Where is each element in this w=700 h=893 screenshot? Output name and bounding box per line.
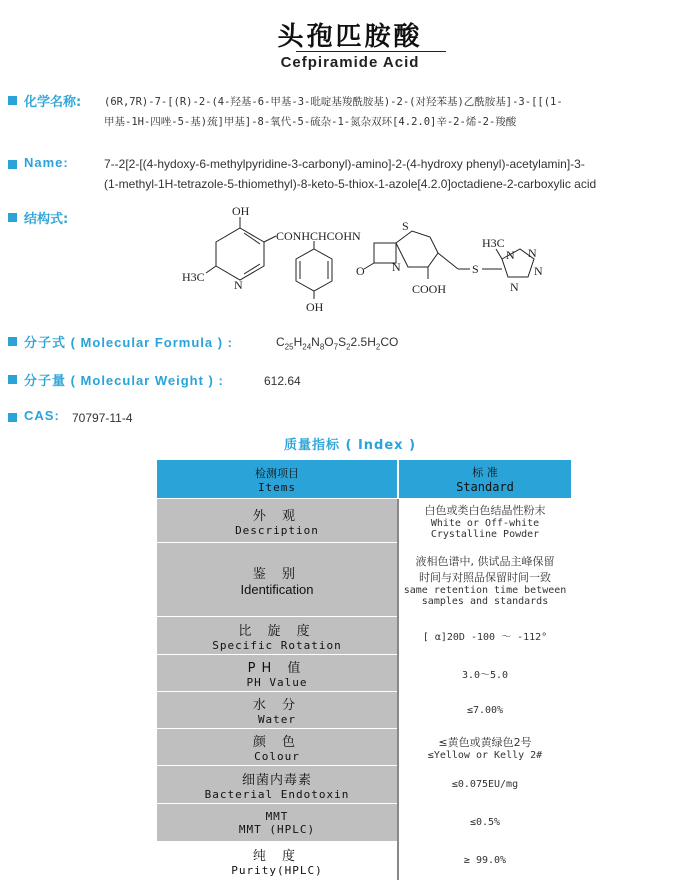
structure-text: CONHCHCOHN [276, 229, 361, 243]
name-label: Name: [24, 155, 69, 170]
chemical-name-line2: 甲基-1H-四唑-5-基)巯]甲基]-8-氧代-5-硫杂-1-氮杂双环[4.2.0]辛-2-烯-2-羧酸 [104, 116, 517, 128]
name-line1: 7--2[2-[(4-hydoxy-6-methylpyridine-3-carbonyl)-amino]-2-(4-hydroxy phenyl)-acetylamin]-3- [104, 157, 585, 171]
chemical-name-label: 化学名称: [24, 95, 82, 110]
structure-text: H3C [182, 270, 205, 284]
structure-text: COOH [412, 282, 447, 296]
structure-text: N [510, 280, 519, 294]
table-row: 纯 度 Purity(HPLC) ≥ 99.0% [157, 842, 571, 880]
header-standard: 标 准 Standard [398, 460, 571, 499]
header-items: 检测项目 Items [157, 460, 398, 499]
formula-value: $C_{25}H_{24}N_8O_7S_22.5H_2CO$ [276, 335, 399, 352]
formula-label: 分子式 ( Molecular Formula ) : [24, 335, 234, 350]
structure-text: OH [232, 204, 250, 218]
structure-text: S [472, 262, 479, 276]
structure-text: N [392, 260, 401, 274]
structural-formula [176, 203, 556, 323]
bullet-icon [8, 413, 17, 422]
table-row: 水 分 Water ≤7.00% [157, 692, 571, 729]
table-row: 比 旋 度 Specific Rotation [ α]20D -100 ～ -112° [157, 617, 571, 655]
weight-value: 612.64 [264, 374, 301, 388]
structure-text: N [528, 246, 537, 260]
cas-value: 70797-11-4 [72, 411, 133, 425]
structure-label: 结构式: [24, 212, 69, 227]
table-row: 鉴 别 Identification 液相色谱中, 供试品主峰保留 时间与对照品保留时间一致 same retention time between samples and standards [157, 543, 571, 617]
table-header [157, 460, 571, 499]
bullet-icon [8, 337, 17, 346]
structure-text: N [534, 264, 543, 278]
table-row: 颜 色 Colour ≤黄色或黄绿色2号 ≤Yellow or Kelly 2# [157, 729, 571, 766]
index-title: 质量指标 ( Index ) [283, 438, 417, 453]
table-row: MMT MMT (HPLC) ≤0.5% [157, 804, 571, 842]
chemical-name-line1: (6R,7R)-7-[(R)-2-(4-羟基-6-甲基-3-吡啶基羧酰胺基)-2-(对羟苯基)乙酰胺基]-3-[[(1- [104, 96, 563, 108]
cas-label: CAS: [24, 408, 60, 423]
structure-text: H3C [482, 236, 505, 250]
name-line2: (1-methyl-1H-tetrazole-5-thiomethyl)-8-keto-5-thiox-1-azole[4.2.0]octadiene-2-carboxylic acid [104, 177, 597, 191]
bullet-icon [8, 160, 17, 169]
structure-text: O [356, 264, 365, 278]
page-title: 头孢匹胺酸 [277, 22, 423, 52]
bullet-icon [8, 96, 17, 105]
structure-text: N [234, 278, 243, 292]
table-row: 外 观 Description 白色或类白色结晶性粉末 White or Off-white Crystalline Powder [157, 499, 571, 543]
page-subtitle: Cefpiramide Acid [280, 54, 420, 71]
spec-table [157, 460, 571, 880]
structure-text: OH [306, 300, 324, 314]
weight-label: 分子量 ( Molecular Weight ) : [24, 373, 224, 388]
table-row: 细菌内毒素 Bacterial Endotoxin ≤0.075EU/mg [157, 766, 571, 804]
bullet-icon [8, 213, 17, 222]
structure-text: S [402, 219, 409, 233]
title-divider [296, 51, 446, 52]
structure-text: N [506, 248, 515, 262]
bullet-icon [8, 375, 17, 384]
table-row: PH 值 PH Value 3.0～5.0 [157, 655, 571, 692]
